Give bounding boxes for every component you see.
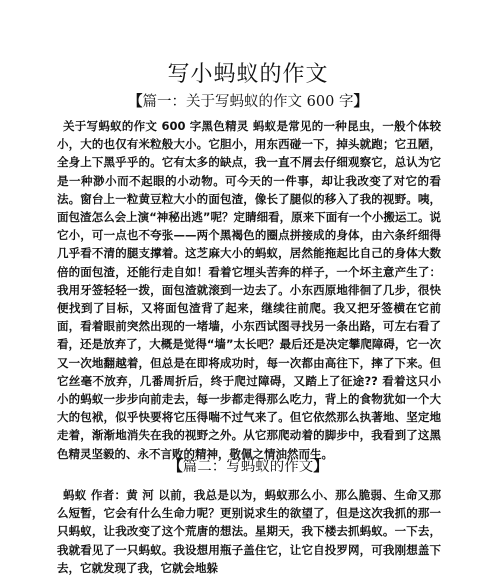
heading-bracket-close: 】 xyxy=(353,93,368,110)
section-heading-text: 篇一：关于写蚂蚁的作文 600 字 xyxy=(142,94,354,110)
section-heading-1 xyxy=(0,93,496,111)
document-title: 写小蚂蚁的作文 xyxy=(167,62,329,87)
section-body-2: 蚂蚁 作者：黄 河 以前，我总是以为，蚂蚁那么小、那么脆弱、生命又那么短暂，它会有什么生命力呢？更别说求生的欲望了，但是这次我抓的那一只蚂蚁，让我改变了这个荒唐的想法。星期天，我下楼去抓蚂蚁。一下去，我就看见了一只蚂蚁。我设想用瓶子盖住它，让它自投罗网，可我刚想盖下去，它就发现了我，它就会地躲 xyxy=(57,488,441,575)
section-heading-2 xyxy=(0,458,496,476)
section-body-1: 关于写蚂蚁的作文 600 字黑色精灵 蚂蚁是常见的一种昆虫，一般个体较小，大的也仅有米粒般大小。它胆小，用东西碰一下，掉头就跑；它丑陋，全身上下黑乎乎的。它有太多的缺点，我一直不屑去仔细观察它，总认为它是一种渺小而不起眼的小动物。可今天的一件事，却让我改变了对它的看法。窗台上一粒黄豆粒大小的面包渣，像长了腿似的移入了我的视野。咦，面包渣怎么会上演“神秘出逃”呢？定睛细看，原来下面有一个小搬运工。说它小，可一点也不夸张——两个黑褐色的圈点拼接成的身体，由六条纤细得几乎看不清的腿支撑着。这芝麻大小的蚂蚁，居然能拖起比自己的身体大数倍的面包渣，还能行走自如！看着它埋头苦奔的样子，一个坏主意产生了：我用牙签轻轻一拨，面包渣就滚到一边去了。小东西原地徘徊了几步，很快便找到了目标，又将面包渣背了起来，继续往前爬。我又把牙签横在它前面，看着眼前突然出现的一堵墙，小东西试图寻找另一条出路，可左右看了看，还是放弃了，大概是觉得“墙”太长吧？最后还是决定攀爬障碍，它一次又一次地翻越着，但总是在即将成功时，每一次都由高往下，摔了下来。但它丝毫不放弃，几番周折后，终于爬过障碍，又踏上了征途?? 看着这只小小的蚂蚁一步步向前走去，每一步都走得那么吃力，背上的食物犹如一个大大的包袱，似乎快要将它压得喘不过气来了。但它依然那么执著地、坚定地走着，渐渐地消失在我的视野之外。从它那爬动着的脚步中，我看到了这黑色精灵坚毅的、永不言败的精神，敬佩之情油然而生。 xyxy=(57,119,441,461)
heading-bracket-close: 】 xyxy=(313,458,328,475)
section-heading-text: 篇二：写蚂蚁的作文 xyxy=(182,459,314,475)
heading-bracket-open: 【 xyxy=(168,458,183,475)
heading-bracket-open: 【 xyxy=(128,93,143,110)
